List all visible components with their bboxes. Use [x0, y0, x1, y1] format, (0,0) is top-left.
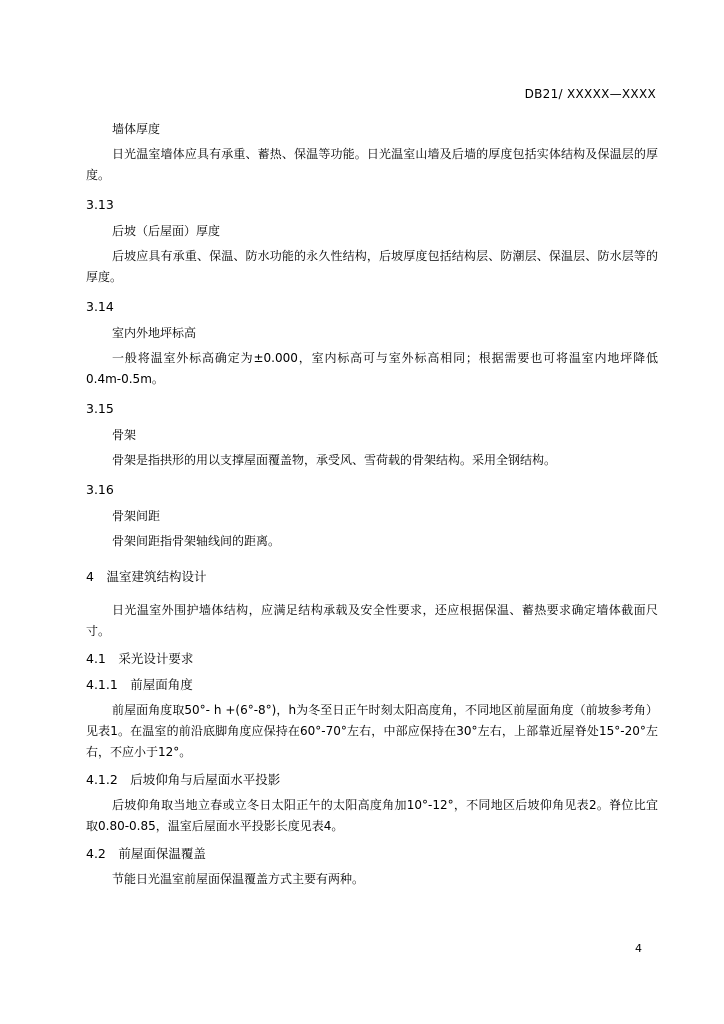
- section-heading: 4.2 前屋面保温覆盖: [86, 846, 206, 861]
- body-paragraph: 前屋面角度取50°- h +(6°-8°)，h为冬至日正午时刻太阳高度角，不同地区前屋面角度（前坡参考角）见表1。在温室的前沿底脚角度应保持在60°-70°左右，中部应保持在30°左右，上部靠近屋脊处15°-20°左右，不应小于12°。: [86, 703, 658, 759]
- section-heading: 4.1 采光设计要求: [86, 651, 194, 666]
- term-title: 后坡（后屋面）厚度: [112, 224, 221, 238]
- term-title: 墙体厚度: [112, 122, 161, 136]
- subsection-heading: 4.1.2 后坡仰角与后屋面水平投影: [86, 772, 281, 787]
- clause-number: 3.15: [86, 401, 114, 416]
- page-number: 4: [635, 942, 642, 955]
- clause-number: 3.14: [86, 299, 114, 314]
- body-paragraph: 日光温室外围护墙体结构，应满足结构承载及安全性要求，还应根据保温、蓄热要求确定墙体截面尺寸。: [86, 603, 658, 638]
- term-title: 骨架间距: [112, 509, 161, 523]
- body-paragraph: 节能日光温室前屋面保温覆盖方式主要有两种。: [112, 872, 365, 886]
- term-definition: 一般将温室外标高确定为±0.000，室内标高可与室外标高相同；根据需要也可将温室内地坪降低0.4m-0.5m。: [86, 351, 658, 386]
- term-definition: 骨架是指拱形的用以支撑屋面覆盖物，承受风、雪荷载的骨架结构。采用全钢结构。: [112, 453, 557, 467]
- subsection-heading: 4.1.1 前屋面角度: [86, 677, 193, 692]
- term-title: 室内外地坪标高: [112, 326, 197, 340]
- body-paragraph: 后坡仰角取当地立春或立冬日太阳正午的太阳高度角加10°-12°，不同地区后坡仰角见表2。脊位比宜取0.80-0.85，温室后屋面水平投影长度见表4。: [86, 798, 658, 833]
- clause-number: 3.13: [86, 197, 114, 212]
- document-code: DB21/ XXXXX—XXXX: [524, 87, 656, 101]
- clause-number: 3.16: [86, 482, 114, 497]
- term-definition: 后坡应具有承重、保温、防水功能的永久性结构，后坡厚度包括结构层、防潮层、保温层、防水层等的厚度。: [86, 249, 658, 284]
- term-definition: 骨架间距指骨架轴线间的距离。: [112, 534, 281, 548]
- chapter-heading: 4 温室建筑结构设计: [86, 569, 207, 584]
- document-body: [86, 112, 658, 890]
- term-title: 骨架: [112, 428, 137, 442]
- term-definition: 日光温室墙体应具有承重、蓄热、保温等功能。日光温室山墙及后墙的厚度包括实体结构及保温层的厚度。: [86, 147, 658, 182]
